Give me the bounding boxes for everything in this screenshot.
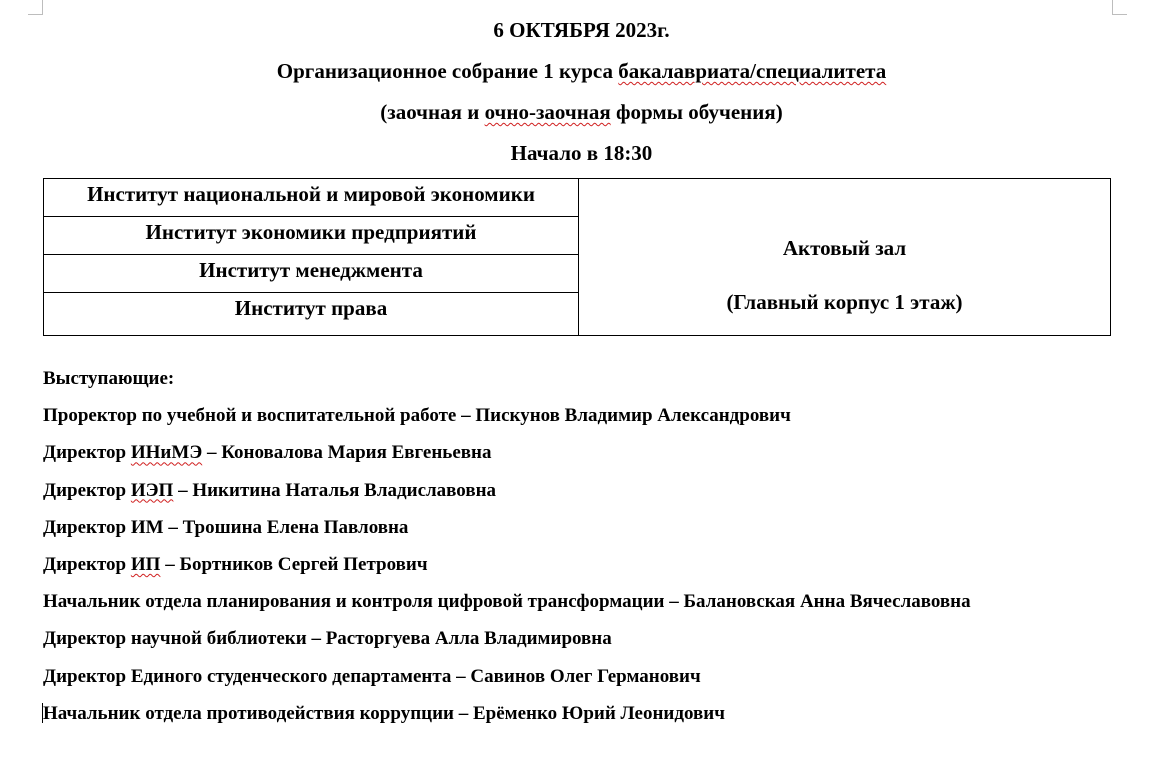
spellcheck-word: ИНиМЭ xyxy=(130,442,203,464)
spellcheck-word: ИЭП xyxy=(130,479,174,501)
speaker-text: Директор научной библиотеки – Расторгуева Алла Владимировна xyxy=(43,628,612,650)
event-title xyxy=(0,59,1163,83)
study-forms-open: (заочная и xyxy=(380,100,485,124)
speakers-heading: Выступающие: xyxy=(43,368,175,389)
speaker-line xyxy=(43,626,971,663)
start-time: Начало в 18:30 xyxy=(510,141,653,165)
speaker-text: Директор xyxy=(43,442,131,464)
spellcheck-word: ИП xyxy=(130,553,161,575)
page-corner-mark-right xyxy=(1112,0,1127,15)
speaker-text: – Бортников Сергей Петрович xyxy=(160,553,428,575)
speaker-line xyxy=(43,701,971,738)
spellcheck-word: бакалавриата/специалитета xyxy=(618,59,887,83)
spellcheck-word: очно-заочная xyxy=(484,100,611,124)
place-name: Актовый зал xyxy=(782,236,907,260)
speaker-line xyxy=(43,552,971,589)
speaker-line xyxy=(43,515,971,552)
page-corner-mark-left xyxy=(28,0,43,15)
speaker-line xyxy=(43,403,971,440)
speaker-text: Проректор по учебной и воспитательной работе – Пискунов Владимир Александрович xyxy=(43,405,791,427)
speaker-line xyxy=(43,664,971,701)
speaker-text: Начальник отдела планирования и контроля цифровой трансформации – Балановская Анна Вячеславовна xyxy=(43,591,971,613)
study-forms xyxy=(0,100,1163,124)
study-forms-close: формы обучения) xyxy=(610,100,783,124)
institute-cell: Институт права xyxy=(44,293,579,336)
text-cursor xyxy=(42,703,43,723)
speaker-text: – Никитина Наталья Владиславовна xyxy=(173,479,497,501)
speakers-section xyxy=(43,366,971,738)
speaker-line xyxy=(43,589,971,626)
institute-cell: Институт экономики предприятий xyxy=(44,217,579,255)
institute-cell: Институт менеджмента xyxy=(44,255,579,293)
speaker-text: Начальник отдела противодействия коррупции – Ерёменко Юрий Леонидович xyxy=(43,702,725,724)
place-detail: (Главный корпус 1 этаж) xyxy=(726,290,963,314)
event-title-prefix: Организационное собрание 1 курса xyxy=(276,59,619,83)
place-cell xyxy=(579,179,1111,336)
speaker-text: Директор ИМ – Трошина Елена Павловна xyxy=(43,516,409,538)
speaker-text: Директор Единого студенческого департамента – Савинов Олег Германович xyxy=(43,665,701,687)
institute-cell: Институт национальной и мировой экономики xyxy=(44,179,579,217)
speaker-line xyxy=(43,478,971,515)
speaker-text: Директор xyxy=(43,553,131,575)
event-date: 6 ОКТЯБРЯ 2023г. xyxy=(493,18,670,42)
speaker-text: – Коновалова Мария Евгеньевна xyxy=(202,442,492,464)
speaker-text: Директор xyxy=(43,479,131,501)
speaker-line xyxy=(43,440,971,477)
venue-table xyxy=(43,178,1111,336)
